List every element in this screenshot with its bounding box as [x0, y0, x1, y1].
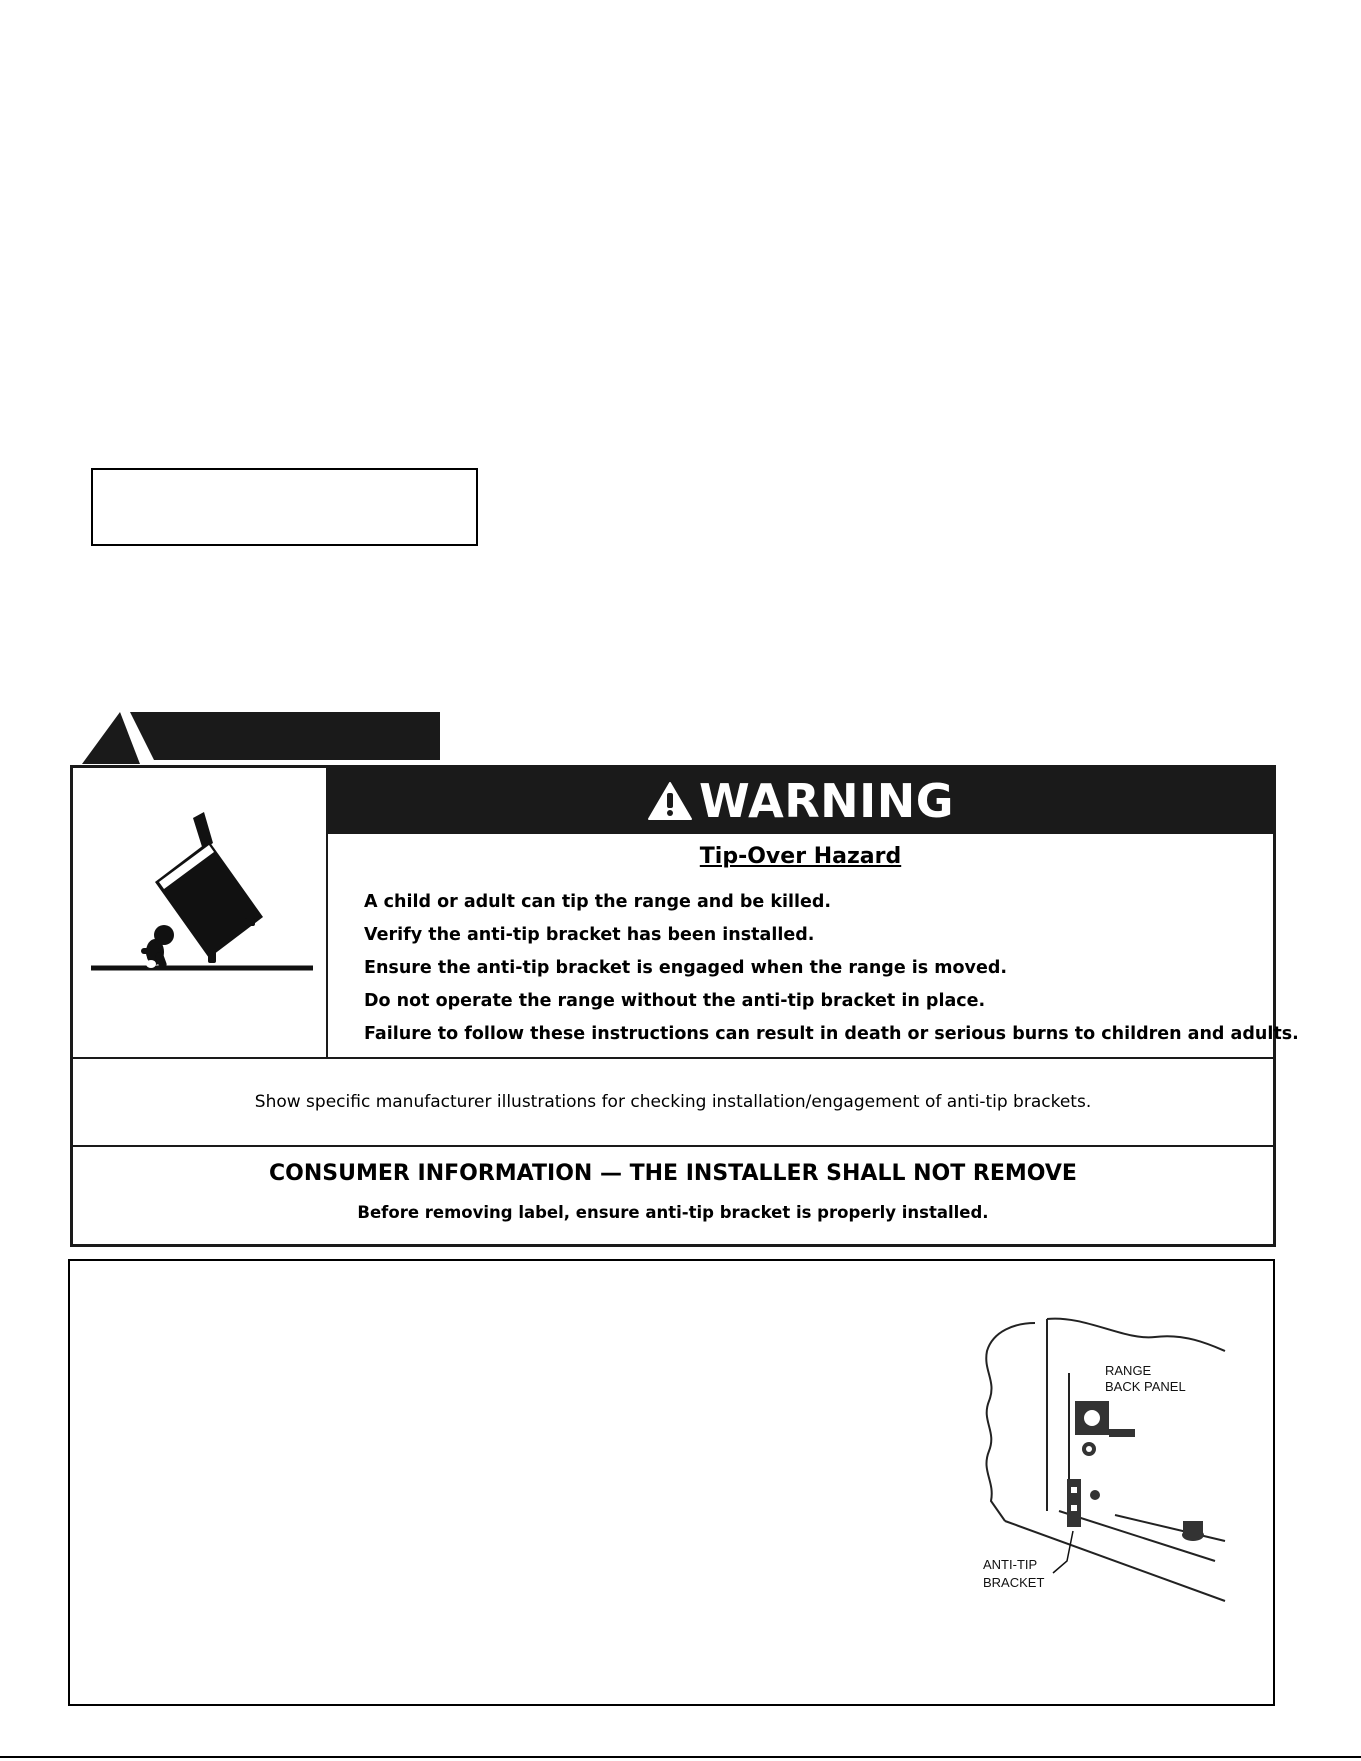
- hazard-line: Do not operate the range without the anti-tip bracket in place.: [364, 991, 986, 1011]
- tip-over-hazard-pictogram: [73, 768, 328, 1058]
- hazard-line: A child or adult can tip the range and be killed.: [364, 892, 832, 912]
- page-bottom-rule: [0, 1756, 1361, 1758]
- warning-triangle-icon: [647, 781, 693, 821]
- range-label-line2: BACK PANEL: [1105, 1379, 1186, 1394]
- range-label-line1: RANGE: [1105, 1363, 1152, 1378]
- bracket-illustration-box: [68, 1259, 1275, 1706]
- warning-label: [70, 765, 1299, 1247]
- hazard-line: Failure to follow these instructions can result in death or serious burns to children and adults.: [364, 1024, 1299, 1044]
- hazard-list: [364, 886, 1299, 1051]
- hazard-line: Verify the anti-tip bracket has been installed.: [364, 925, 815, 945]
- anti-tip-bracket-figure: [975, 1311, 1275, 1621]
- warning-header-tab: [82, 712, 440, 764]
- pictogram-cell: [73, 768, 328, 1058]
- illustration-note: Show specific manufacturer illustrations for checking installation/engagement of anti-tip brackets.: [254, 1092, 1092, 1112]
- illustration-note-row: [73, 1057, 1273, 1147]
- bracket-label-line1: ANTI-TIP: [983, 1557, 1038, 1572]
- warning-bar: [328, 768, 1273, 834]
- signal-word: WARNING: [698, 774, 955, 828]
- consumer-info-title: CONSUMER INFORMATION — THE INSTALLER SHALL NOT REMOVE: [269, 1161, 1077, 1186]
- consumer-info-subtitle: Before removing label, ensure anti-tip bracket is properly installed.: [357, 1203, 989, 1222]
- hazard-line: Ensure the anti-tip bracket is engaged when the range is moved.: [364, 958, 1007, 978]
- bracket-label-line2: BRACKET: [983, 1575, 1045, 1590]
- hazard-title: Tip-Over Hazard: [699, 844, 902, 869]
- empty-box: [91, 468, 478, 546]
